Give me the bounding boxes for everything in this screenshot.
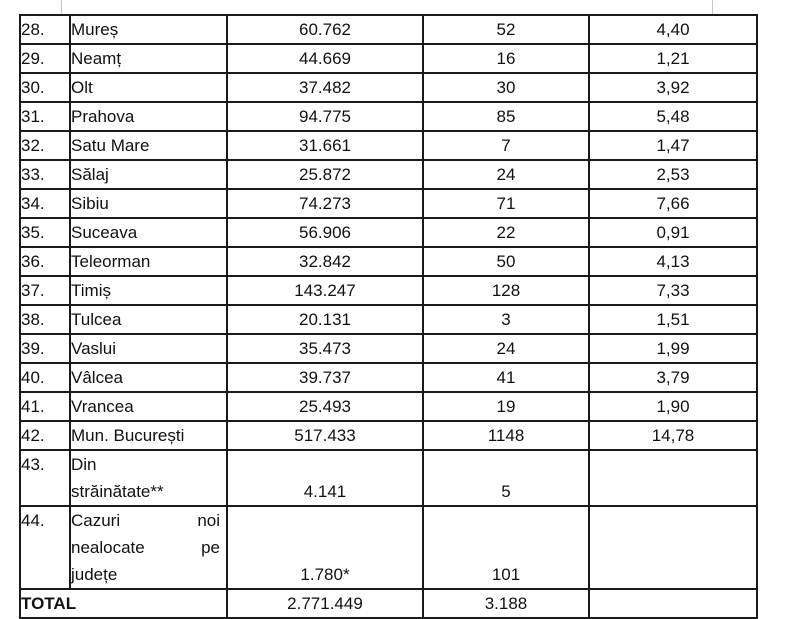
table-row xyxy=(20,44,757,73)
incidence-rate: 1,51 xyxy=(589,305,757,334)
total-cases: 37.482 xyxy=(227,73,423,102)
county-name: Prahova xyxy=(70,102,227,131)
new-cases: 1148 xyxy=(423,421,589,450)
incidence-rate xyxy=(589,450,757,506)
total-cases: 32.842 xyxy=(227,247,423,276)
county-name: Neamț xyxy=(70,44,227,73)
county-name: Teleorman xyxy=(70,247,227,276)
incidence-rate: 1,99 xyxy=(589,334,757,363)
total-cases: 44.669 xyxy=(227,44,423,73)
word: noi xyxy=(197,511,220,530)
incidence-rate: 5,48 xyxy=(589,102,757,131)
new-cases: 24 xyxy=(423,334,589,363)
row-index: 28. xyxy=(20,15,70,44)
total-label: TOTAL xyxy=(20,589,227,618)
table-row-unallocated xyxy=(20,506,757,589)
row-index: 39. xyxy=(20,334,70,363)
incidence-rate: 14,78 xyxy=(589,421,757,450)
new-cases: 22 xyxy=(423,218,589,247)
row-index: 34. xyxy=(20,189,70,218)
row-index: 36. xyxy=(20,247,70,276)
row-index: 40. xyxy=(20,363,70,392)
row-index: 33. xyxy=(20,160,70,189)
new-cases: 24 xyxy=(423,160,589,189)
total-cases: 56.906 xyxy=(227,218,423,247)
row-index: 30. xyxy=(20,73,70,102)
table-body xyxy=(20,15,757,618)
county-name xyxy=(70,506,227,589)
table-row xyxy=(20,334,757,363)
new-cases: 5 xyxy=(423,450,589,506)
total-cases: 20.131 xyxy=(227,305,423,334)
row-index: 37. xyxy=(20,276,70,305)
new-cases: 71 xyxy=(423,189,589,218)
total-cases: 35.473 xyxy=(227,334,423,363)
total-cases: 94.775 xyxy=(227,102,423,131)
table-row xyxy=(20,421,757,450)
total-cases: 25.872 xyxy=(227,160,423,189)
incidence-rate xyxy=(589,589,757,618)
total-cases: 2.771.449 xyxy=(227,589,423,618)
row-index: 42. xyxy=(20,421,70,450)
county-name: Timiș xyxy=(70,276,227,305)
total-cases: 25.493 xyxy=(227,392,423,421)
total-cases: 60.762 xyxy=(227,15,423,44)
new-cases: 16 xyxy=(423,44,589,73)
county-name: Vaslui xyxy=(70,334,227,363)
page-corner-mark-left xyxy=(61,0,62,14)
row-index: 32. xyxy=(20,131,70,160)
incidence-rate: 0,91 xyxy=(589,218,757,247)
county-name-line xyxy=(71,507,220,534)
new-cases: 41 xyxy=(423,363,589,392)
table-row xyxy=(20,247,757,276)
county-name-line xyxy=(71,534,220,561)
county-name-line: străinătate** xyxy=(71,482,164,501)
word: nealocate xyxy=(71,538,145,557)
total-cases: 143.247 xyxy=(227,276,423,305)
row-index: 41. xyxy=(20,392,70,421)
incidence-rate: 7,33 xyxy=(589,276,757,305)
new-cases: 3 xyxy=(423,305,589,334)
word: Cazuri xyxy=(71,511,121,530)
new-cases: 7 xyxy=(423,131,589,160)
incidence-rate: 3,92 xyxy=(589,73,757,102)
county-name-line: județe xyxy=(71,565,118,584)
word: pe xyxy=(201,538,220,557)
county-name: Vâlcea xyxy=(70,363,227,392)
incidence-rate: 4,40 xyxy=(589,15,757,44)
total-cases: 39.737 xyxy=(227,363,423,392)
row-index: 43. xyxy=(20,450,70,506)
row-index: 29. xyxy=(20,44,70,73)
new-cases: 101 xyxy=(423,506,589,589)
incidence-rate: 7,66 xyxy=(589,189,757,218)
table-row xyxy=(20,160,757,189)
incidence-rate: 3,79 xyxy=(589,363,757,392)
incidence-rate: 2,53 xyxy=(589,160,757,189)
table-row xyxy=(20,102,757,131)
total-cases: 74.273 xyxy=(227,189,423,218)
row-index: 44. xyxy=(20,506,70,589)
new-cases: 50 xyxy=(423,247,589,276)
county-name xyxy=(70,450,227,506)
table-row xyxy=(20,276,757,305)
row-index: 38. xyxy=(20,305,70,334)
total-cases: 31.661 xyxy=(227,131,423,160)
table-row xyxy=(20,363,757,392)
incidence-rate: 1,47 xyxy=(589,131,757,160)
county-name: Suceava xyxy=(70,218,227,247)
table-row xyxy=(20,15,757,44)
county-cases-table xyxy=(19,14,758,619)
county-name: Sibiu xyxy=(70,189,227,218)
county-name: Olt xyxy=(70,73,227,102)
county-name: Tulcea xyxy=(70,305,227,334)
total-cases: 517.433 xyxy=(227,421,423,450)
table-row xyxy=(20,305,757,334)
table-row xyxy=(20,218,757,247)
table-row xyxy=(20,189,757,218)
county-name: Satu Mare xyxy=(70,131,227,160)
incidence-rate xyxy=(589,506,757,589)
county-name: Mureș xyxy=(70,15,227,44)
total-cases: 1.780* xyxy=(227,506,423,589)
county-name: Vrancea xyxy=(70,392,227,421)
table-row xyxy=(20,131,757,160)
table-row-total xyxy=(20,589,757,618)
page-corner-mark-right xyxy=(712,0,713,14)
new-cases: 52 xyxy=(423,15,589,44)
row-index: 35. xyxy=(20,218,70,247)
incidence-rate: 1,21 xyxy=(589,44,757,73)
table-row xyxy=(20,392,757,421)
new-cases: 30 xyxy=(423,73,589,102)
county-name-line: Din xyxy=(71,455,97,474)
total-cases: 4.141 xyxy=(227,450,423,506)
row-index: 31. xyxy=(20,102,70,131)
table-row-abroad xyxy=(20,450,757,506)
incidence-rate: 1,90 xyxy=(589,392,757,421)
county-name: Mun. București xyxy=(70,421,227,450)
incidence-rate: 4,13 xyxy=(589,247,757,276)
table-row xyxy=(20,73,757,102)
new-cases: 128 xyxy=(423,276,589,305)
new-cases: 3.188 xyxy=(423,589,589,618)
new-cases: 19 xyxy=(423,392,589,421)
new-cases: 85 xyxy=(423,102,589,131)
county-name: Sălaj xyxy=(70,160,227,189)
